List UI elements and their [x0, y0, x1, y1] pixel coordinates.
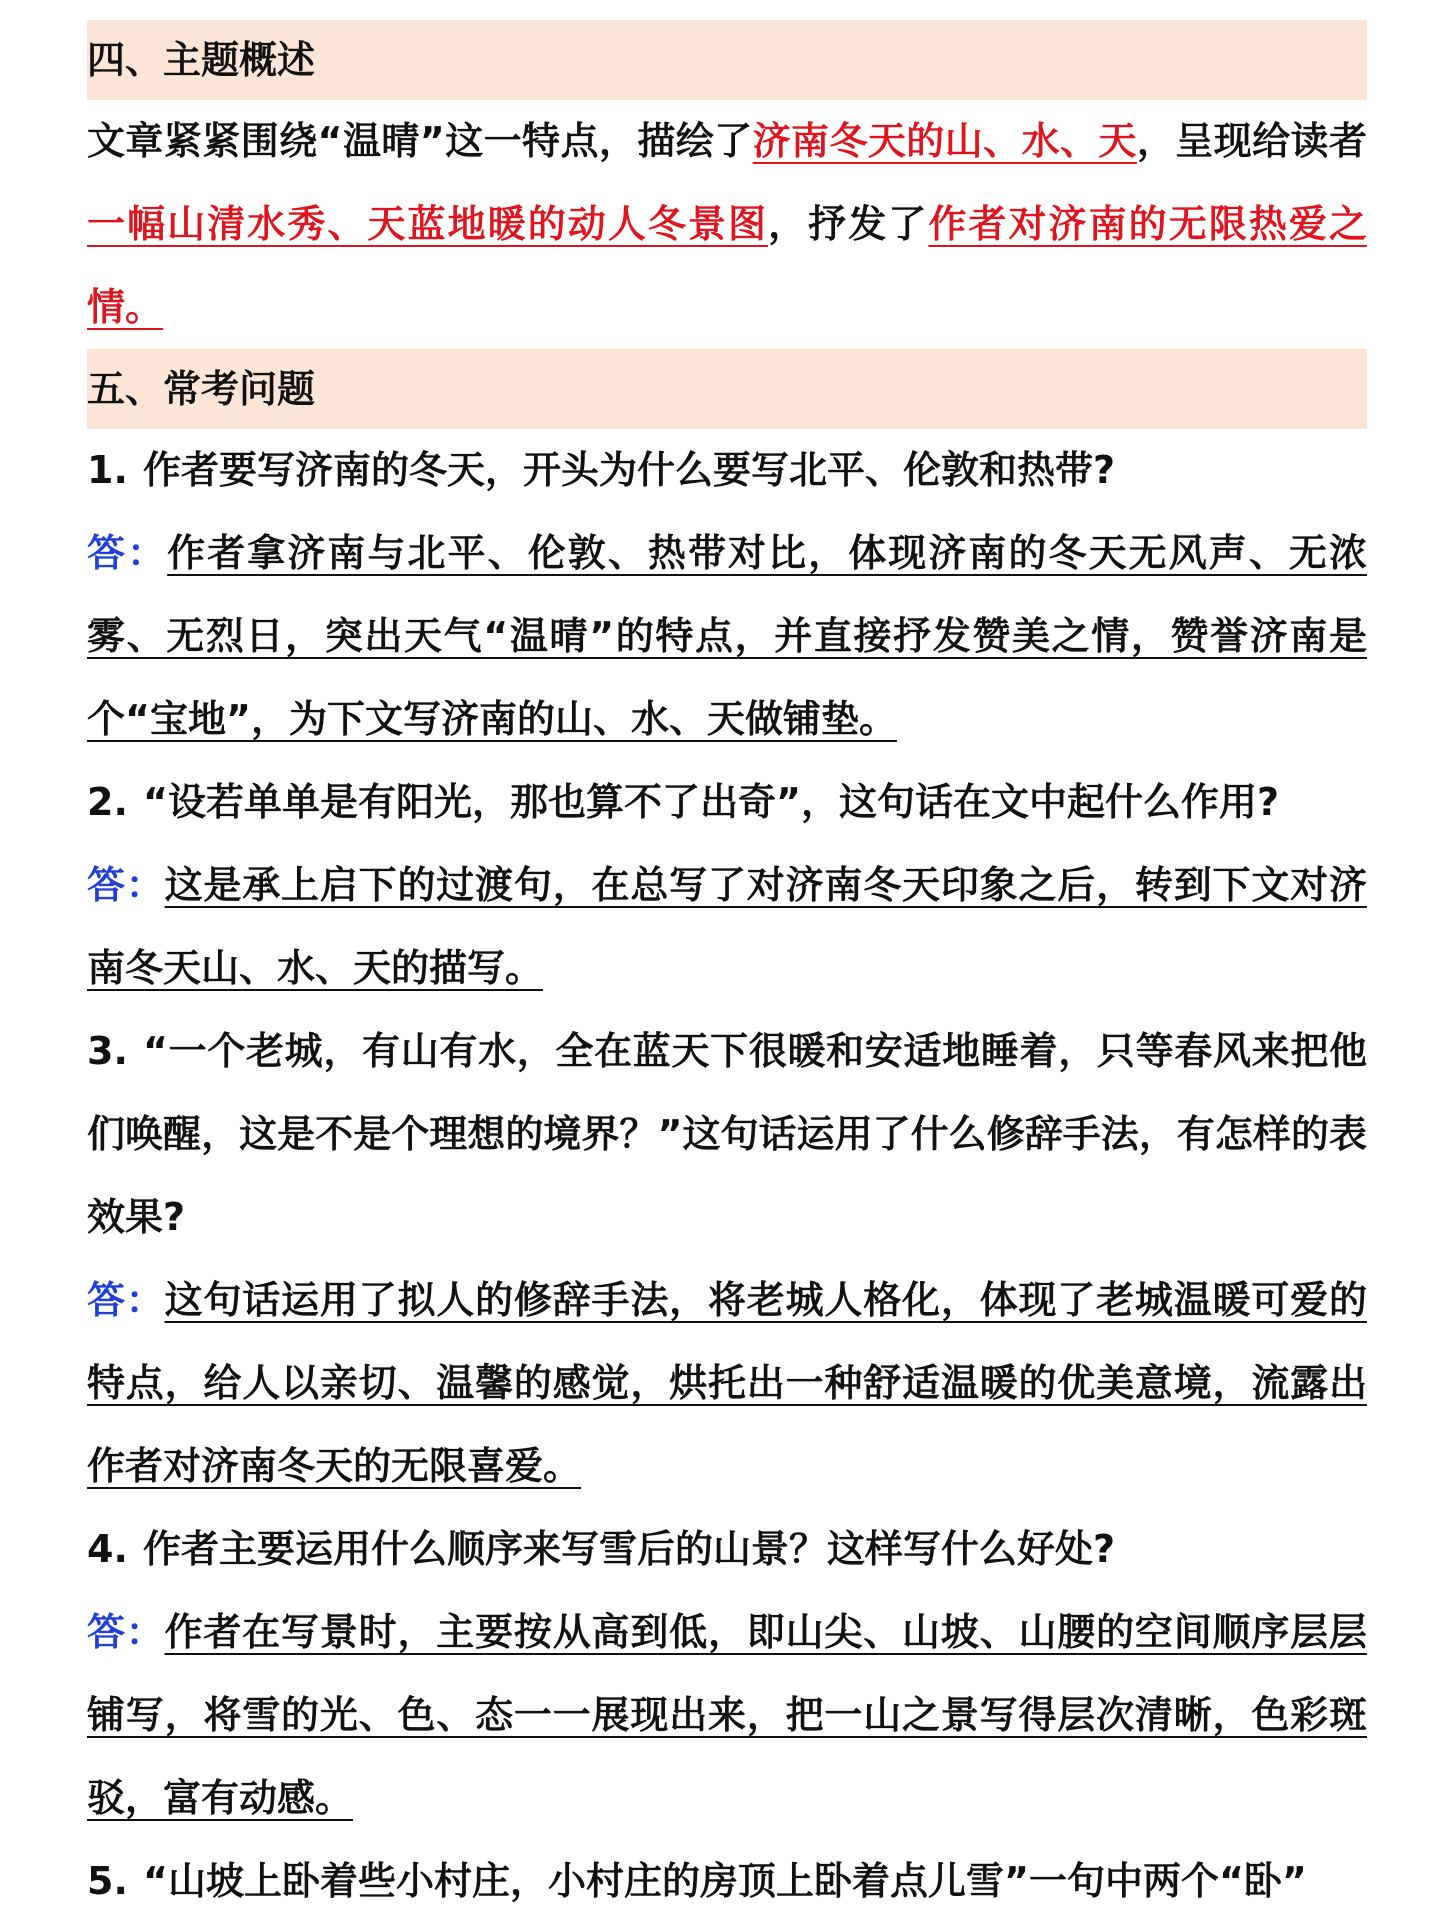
question-text: “山坡上卧着些小村庄，小村庄的房顶上卧着点儿雪”一句中两个“卧”: [143, 1859, 1307, 1903]
theme-text-2: ，呈现给读者: [1136, 119, 1367, 163]
question-text: “一个老城，有山有水，全在蓝天下很暖和安适地睡着，只等春风来把他们唤醒，这是不是个理想的境界？”这句话运用了什么修辞手法，有怎样的表效果?: [87, 1029, 1367, 1239]
question-2: [87, 761, 1367, 844]
question-4: [87, 1508, 1367, 1591]
section-heading-questions: 五、常考问题: [87, 349, 1367, 429]
section-heading-theme: 四、主题概述: [87, 20, 1367, 100]
answer-text: 作者拿济南与北平、伦敦、热带对比，体现济南的冬天无风声、无浓雾、无烈日，突出天气“温晴”的特点，并直接抒发赞美之情，赞誉济南是个“宝地”，为下文写济南的山、水、天做铺垫。: [87, 531, 1367, 741]
question-number: 1.: [87, 448, 128, 492]
question-number: 5.: [87, 1859, 128, 1903]
question-number: 2.: [87, 780, 128, 824]
answer-label: 答：: [87, 1610, 165, 1654]
theme-paragraph: [87, 100, 1367, 349]
answer-text: 作者在写景时，主要按从高到低，即山尖、山坡、山腰的空间顺序层层铺写，将雪的光、色、态一一展现出来，把一山之景写得层次清晰，色彩斑驳，富有动感。: [87, 1610, 1367, 1820]
question-1: [87, 429, 1367, 512]
question-5: [87, 1840, 1367, 1923]
theme-text-1: 文章紧紧围绕“温晴”这一特点，描绘了: [87, 119, 753, 163]
answer-2: [87, 844, 1367, 1010]
question-text: 作者主要运用什么顺序来写雪后的山景？这样写什么好处?: [143, 1527, 1116, 1571]
theme-text-3: ，抒发了: [768, 202, 929, 246]
question-text: 作者要写济南的冬天，开头为什么要写北平、伦敦和热带?: [143, 448, 1116, 492]
answer-text: 这是承上启下的过渡句，在总写了对济南冬天印象之后，转到下文对济南冬天山、水、天的描写。: [87, 863, 1367, 990]
question-text: “设若单单是有阳光，那也算不了出奇”，这句话在文中起什么作用?: [143, 780, 1279, 824]
answer-1: [87, 512, 1367, 761]
answer-4: [87, 1591, 1367, 1840]
question-3: [87, 1010, 1367, 1259]
theme-highlight-2: 一幅山清水秀、天蓝地暖的动人冬景图: [87, 202, 769, 246]
theme-highlight-1: 济南冬天的山、水、天: [752, 119, 1137, 163]
question-number: 3.: [87, 1029, 128, 1073]
answer-3: [87, 1259, 1367, 1508]
document-page: [87, 20, 1367, 1923]
answer-label: 答：: [87, 531, 168, 575]
question-number: 4.: [87, 1527, 128, 1571]
theme-highlight-3: 作者对济南的无限热爱之情。: [87, 202, 1367, 329]
answer-label: 答：: [87, 1278, 165, 1322]
answer-text: 这句话运用了拟人的修辞手法，将老城人格化，体现了老城温暖可爱的特点，给人以亲切、温馨的感觉，烘托出一种舒适温暖的优美意境，流露出作者对济南冬天的无限喜爱。: [87, 1278, 1367, 1488]
answer-label: 答：: [87, 863, 165, 907]
